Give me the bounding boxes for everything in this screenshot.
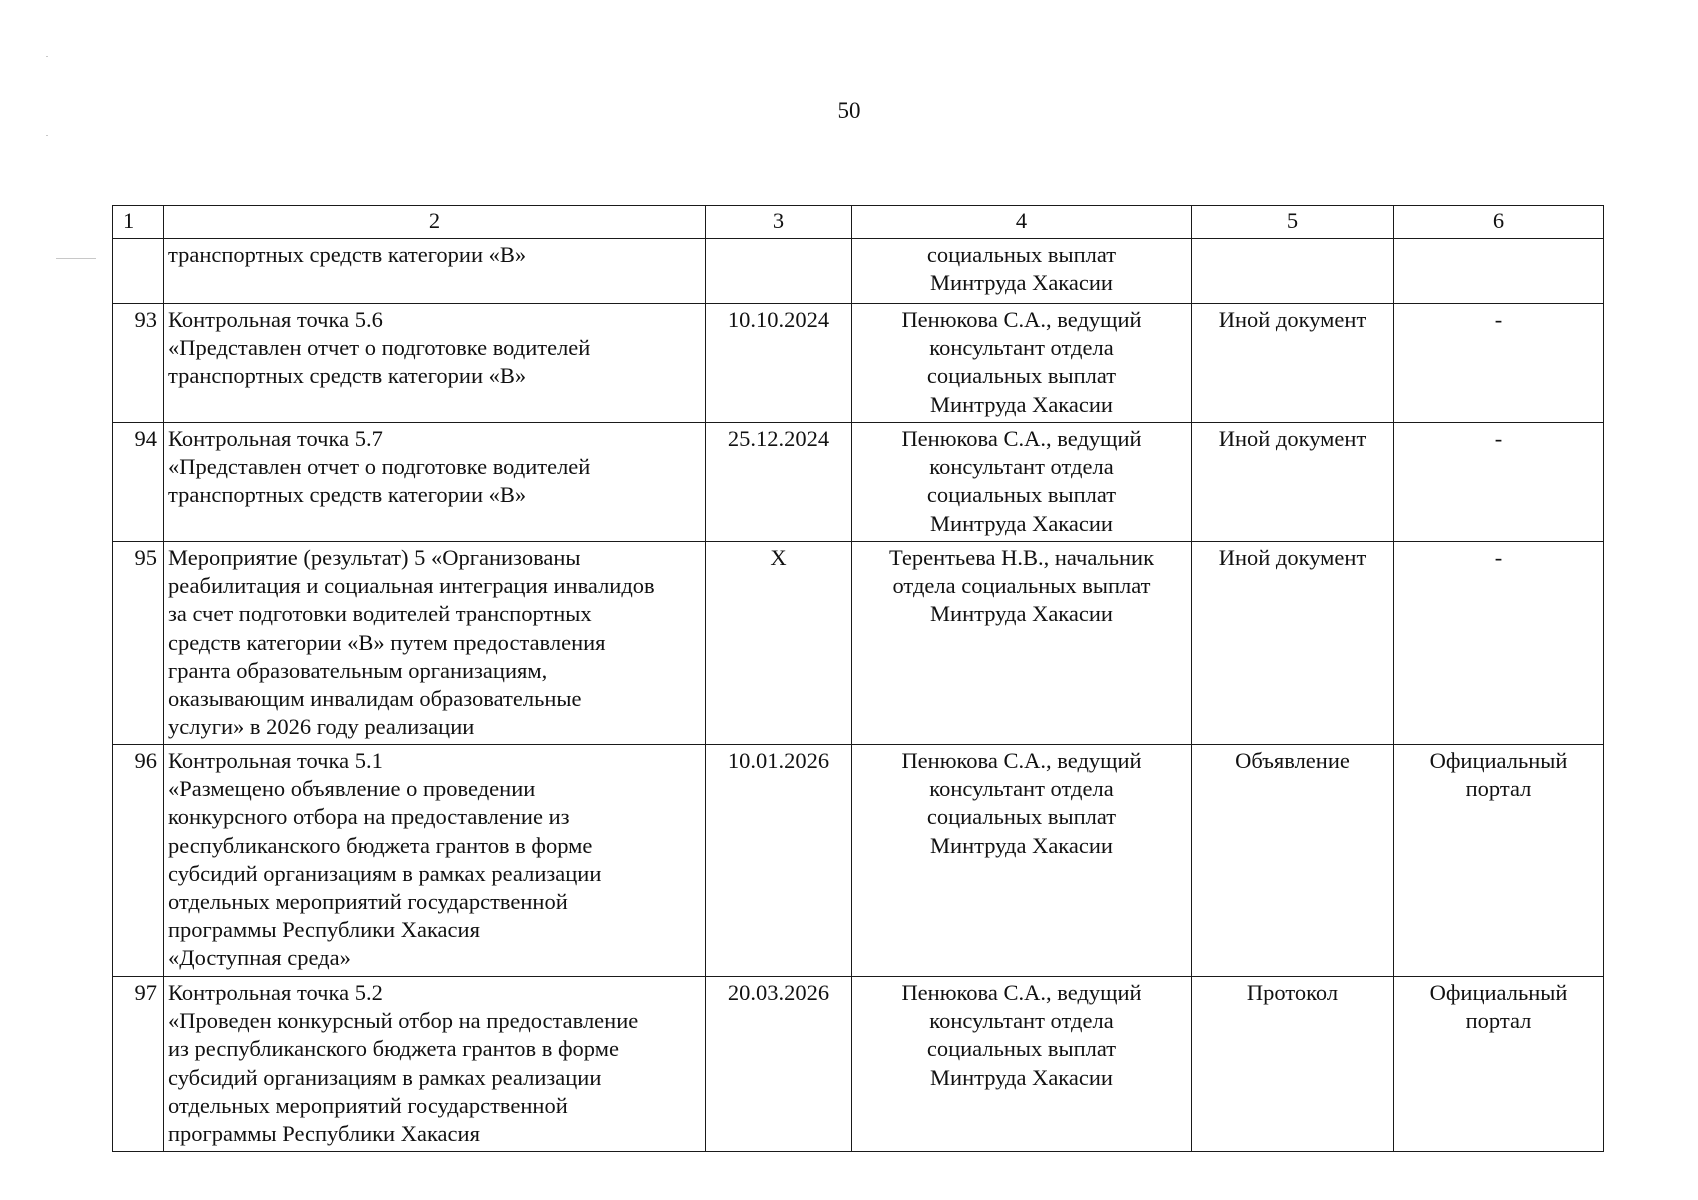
description-cell-line: из республиканского бюджета грантов в форме [168,1036,619,1062]
description-cell-line: субсидий организациям в рамках реализации [168,1064,602,1090]
row-number-cell: 96 [113,745,164,977]
info-system-cell [1394,542,1604,745]
info-system-cell-line: портал [1465,776,1532,802]
responsible-cell-line: Минтруда Хакасии [930,832,1113,858]
description-cell-line: Контрольная точка 5.2 [168,980,383,1005]
description-cell-line: программы Республики Хакасия [168,917,480,943]
document-type-cell: Иной документ [1192,304,1394,423]
info-system-cell [1394,423,1604,542]
document-type-cell: Иной документ [1192,542,1394,745]
description-cell-line: реабилитация и социальная интеграция инвалидов [168,573,655,599]
info-system-cell-line: портал [1465,1008,1532,1034]
table-row [113,423,1604,542]
responsible-cell-line: социальных выплат [926,804,1117,830]
description-cell-line: конкурсного отбора на предоставление из [168,804,570,830]
scan-artifact [56,258,96,259]
description-cell-line: транспортных средств категории «В» [168,482,527,508]
column-header: 6 [1394,206,1604,239]
description-cell [164,304,706,423]
description-cell-line: отдельных мероприятий государственной [168,889,568,915]
responsible-cell-line: отдела социальных выплат [892,573,1151,599]
responsible-cell [852,239,1192,304]
description-cell [164,542,706,745]
table-row [113,304,1604,423]
description-cell-line: «Проведен конкурсный отбор на предоставление [168,1008,639,1034]
row-number-cell: 93 [113,304,164,423]
description-cell-line: гранта образовательным организациям, [168,657,548,683]
description-cell-line: Контрольная точка 5.7 [168,426,383,451]
description-cell-line: оказывающим инвалидам образовательные [168,686,582,712]
description-cell-line: Контрольная точка 5.6 [168,307,383,332]
scan-artifact [46,56,48,57]
responsible-cell-line: консультант отдела [929,335,1114,361]
responsible-cell-line: Минтруда Хакасии [930,510,1113,536]
responsible-cell-line: Минтруда Хакасии [930,1064,1113,1090]
description-cell [164,239,706,304]
description-cell [164,977,706,1152]
document-type-cell: Иной документ [1192,423,1394,542]
document-type-cell: Объявление [1192,745,1394,977]
responsible-cell-line: консультант отдела [929,454,1114,480]
description-cell-line: «Доступная среда» [168,945,351,971]
description-cell-line: субсидий организациям в рамках реализации [168,860,602,886]
description-cell-line: «Представлен отчет о подготовке водителей [168,335,591,361]
description-cell-line: республиканского бюджета грантов в форме [168,832,593,858]
info-system-cell [1394,977,1604,1152]
info-system-cell [1394,745,1604,977]
responsible-cell-line: социальных выплат [926,242,1117,267]
responsible-cell-line: Минтруда Хакасии [930,601,1113,627]
column-header: 1 [113,206,164,239]
description-cell [164,745,706,977]
responsible-cell-line: Пенюкова С.А., ведущий [901,426,1142,451]
responsible-cell-line: Пенюкова С.А., ведущий [901,307,1142,332]
description-cell-line: программы Республики Хакасия [168,1121,480,1147]
info-system-cell [1394,239,1604,304]
description-cell-line: «Размещено объявление о проведении [168,776,536,802]
column-header: 3 [706,206,852,239]
info-system-cell-line: - [1494,426,1503,451]
responsible-cell-line: социальных выплат [926,363,1117,389]
row-number-cell: 97 [113,977,164,1152]
responsible-cell [852,542,1192,745]
document-type-cell: Протокол [1192,977,1394,1152]
scan-artifact [46,135,48,136]
description-cell-line: услуги» в 2026 году реализации [168,714,475,740]
responsible-cell-line: консультант отдела [929,1008,1114,1034]
description-cell-line: «Представлен отчет о подготовке водителей [168,454,591,480]
date-cell: 10.10.2024 [706,304,852,423]
responsible-cell-line: Терентьева Н.В., начальник [888,545,1155,570]
table-header-row [113,206,1604,239]
responsible-cell-line: Пенюкова С.А., ведущий [901,748,1142,773]
description-cell-line: транспортных средств категории «В» [168,363,527,389]
row-number-cell: 94 [113,423,164,542]
row-number-cell: 95 [113,542,164,745]
responsible-cell [852,745,1192,977]
description-cell-line: транспортных средств категории «В» [168,242,527,267]
responsible-cell-line: социальных выплат [926,1036,1117,1062]
responsible-cell [852,304,1192,423]
responsible-cell-line: социальных выплат [926,482,1117,508]
column-header: 2 [164,206,706,239]
description-cell-line: за счет подготовки водителей транспортных [168,601,592,627]
info-system-cell-line: - [1494,545,1503,570]
info-system-cell-line: Официальный [1429,980,1568,1005]
row-number-cell [113,239,164,304]
responsible-cell [852,977,1192,1152]
table-row [113,239,1604,304]
description-cell-line: отдельных мероприятий государственной [168,1092,568,1118]
responsible-cell-line: Минтруда Хакасии [930,391,1113,417]
responsible-cell-line: консультант отдела [929,776,1114,802]
description-cell-line: Мероприятие (результат) 5 «Организованы [168,545,581,570]
description-cell [164,423,706,542]
description-cell-line: Контрольная точка 5.1 [168,748,383,773]
document-type-cell [1192,239,1394,304]
column-header: 4 [852,206,1192,239]
info-system-cell [1394,304,1604,423]
info-system-cell-line: - [1494,307,1503,332]
date-cell: 20.03.2026 [706,977,852,1152]
table-row [113,542,1604,745]
responsible-cell-line: Минтруда Хакасии [930,270,1113,296]
info-system-cell-line: Официальный [1429,748,1568,773]
plan-table [112,205,1604,1152]
description-cell-line: средств категории «В» путем предоставления [168,629,606,655]
date-cell [706,239,852,304]
column-header: 5 [1192,206,1394,239]
table-row [113,745,1604,977]
responsible-cell [852,423,1192,542]
table-row [113,977,1604,1152]
date-cell: Х [706,542,852,745]
responsible-cell-line: Пенюкова С.А., ведущий [901,980,1142,1005]
date-cell: 10.01.2026 [706,745,852,977]
date-cell: 25.12.2024 [706,423,852,542]
page-number: 50 [837,98,861,123]
